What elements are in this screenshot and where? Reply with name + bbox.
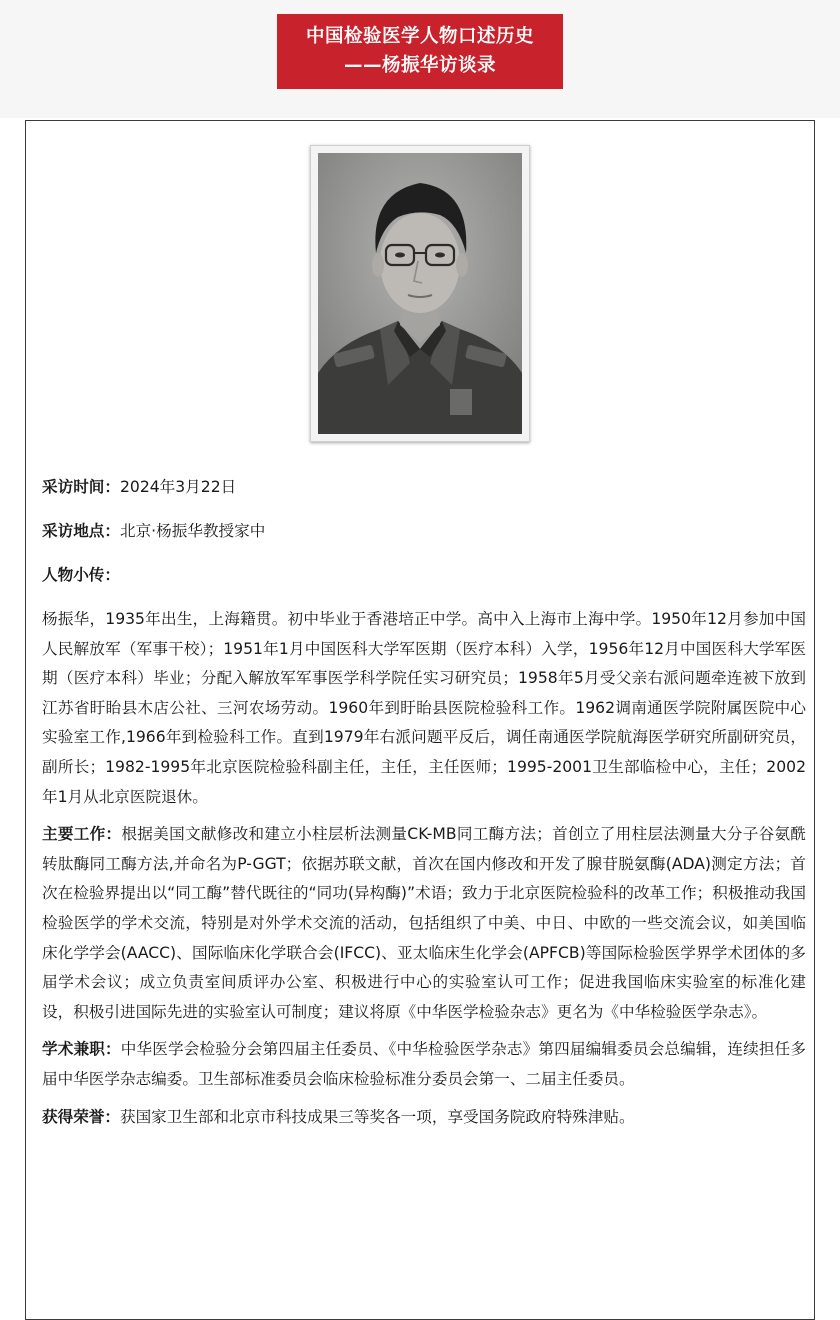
academic-text: 中华医学会检验分会第四届主任委员、《中华检验医学杂志》第四届编辑委员会总编辑，连续担任多届中华医学杂志编委。卫生部标准委员会临床检验标准分委员会第一、二届主任委员。 [42, 1040, 806, 1088]
main-work-paragraph [42, 820, 806, 1027]
honors-text: 获国家卫生部和北京市科技成果三等奖各一项，享受国务院政府特殊津贴。 [119, 1107, 635, 1126]
biography-heading-row [42, 561, 806, 591]
main-work-label: 主要工作： [42, 825, 122, 844]
interview-time-row [42, 473, 806, 503]
interview-place-value: 北京·杨振华教授家中 [119, 522, 266, 540]
interview-time-value: 2024年3月22日 [119, 478, 237, 496]
interview-time-label: 采访时间： [42, 478, 120, 496]
biography-heading: 人物小传： [42, 566, 120, 584]
honors-paragraph [42, 1103, 806, 1133]
profile-content [42, 473, 806, 1140]
title-banner [277, 14, 563, 89]
portrait-frame [310, 145, 530, 442]
portrait-photo [318, 153, 522, 434]
academic-label: 学术兼职： [42, 1040, 121, 1059]
profile-card [25, 120, 815, 1320]
title-line-1: 中国检验医学人物口述历史 [305, 26, 534, 47]
academic-paragraph [42, 1035, 806, 1094]
interview-place-row [42, 517, 806, 547]
portrait-illustration [318, 153, 522, 434]
interview-place-label: 采访地点： [42, 522, 120, 540]
honors-label: 获得荣誉： [42, 1107, 120, 1126]
main-work-text: 根据美国文献修改和建立小柱层析法测量CK-MB同工酶方法；首创立了用柱层法测量大分子谷氨酰转肽酶同工酶方法,并命名为P-GGT；依据苏联文献，首次在国内修改和开发了腺苷脱氨酶(ADA)测定方法；首次在检验界提出以“同工酶”替代既往的“同功(异构酶)”术语；致力于北京医院检验科的改革工作；积极推动我国检验医学的学术交流，特别是对外学术交流的活动，包括组织了中美、中日、中欧的一些交流会议，如美国临床化学学会(AACC)、国际临床化学联合会(IFCC)、亚太临床生化学会(APFCB)等国际检验医学界学术团体的多届学术会议；成立负责室间质评办公室、积极进行中心的实验室认可工作；促进我国临床实验室的标准化建设，积极引进国际先进的实验室认可制度；建议将原《中华医学检验杂志》更名为《中华检验医学杂志》。 [42, 825, 806, 1021]
title-line-2: ——杨振华访谈录 [343, 55, 496, 76]
biography-text: 杨振华，1935年出生，上海籍贯。初中毕业于香港培正中学。高中入上海市上海中学。1950年12月参加中国人民解放军（军事干校）；1951年1月中国医科大学军医期（医疗本科）入学，1956年12月中国医科大学军医期（医疗本科）毕业；分配入解放军军事医学科学院任实习研究员；1958年5月受父亲右派问题牵连被下放到江苏省盱眙县木店公社、三河农场劳动。1960年到盱眙县医院检验科工作。1962调南通医学院附属医院中心实验室工作,1966年到检验科工作。直到1979年右派问题平反后，调任南通医学院航海医学研究所副研究员，副所长；1982-1995年北京医院检验科副主任，主任，主任医师；1995-2001卫生部临检中心，主任；2002年1月从北京医院退休。 [42, 610, 806, 806]
